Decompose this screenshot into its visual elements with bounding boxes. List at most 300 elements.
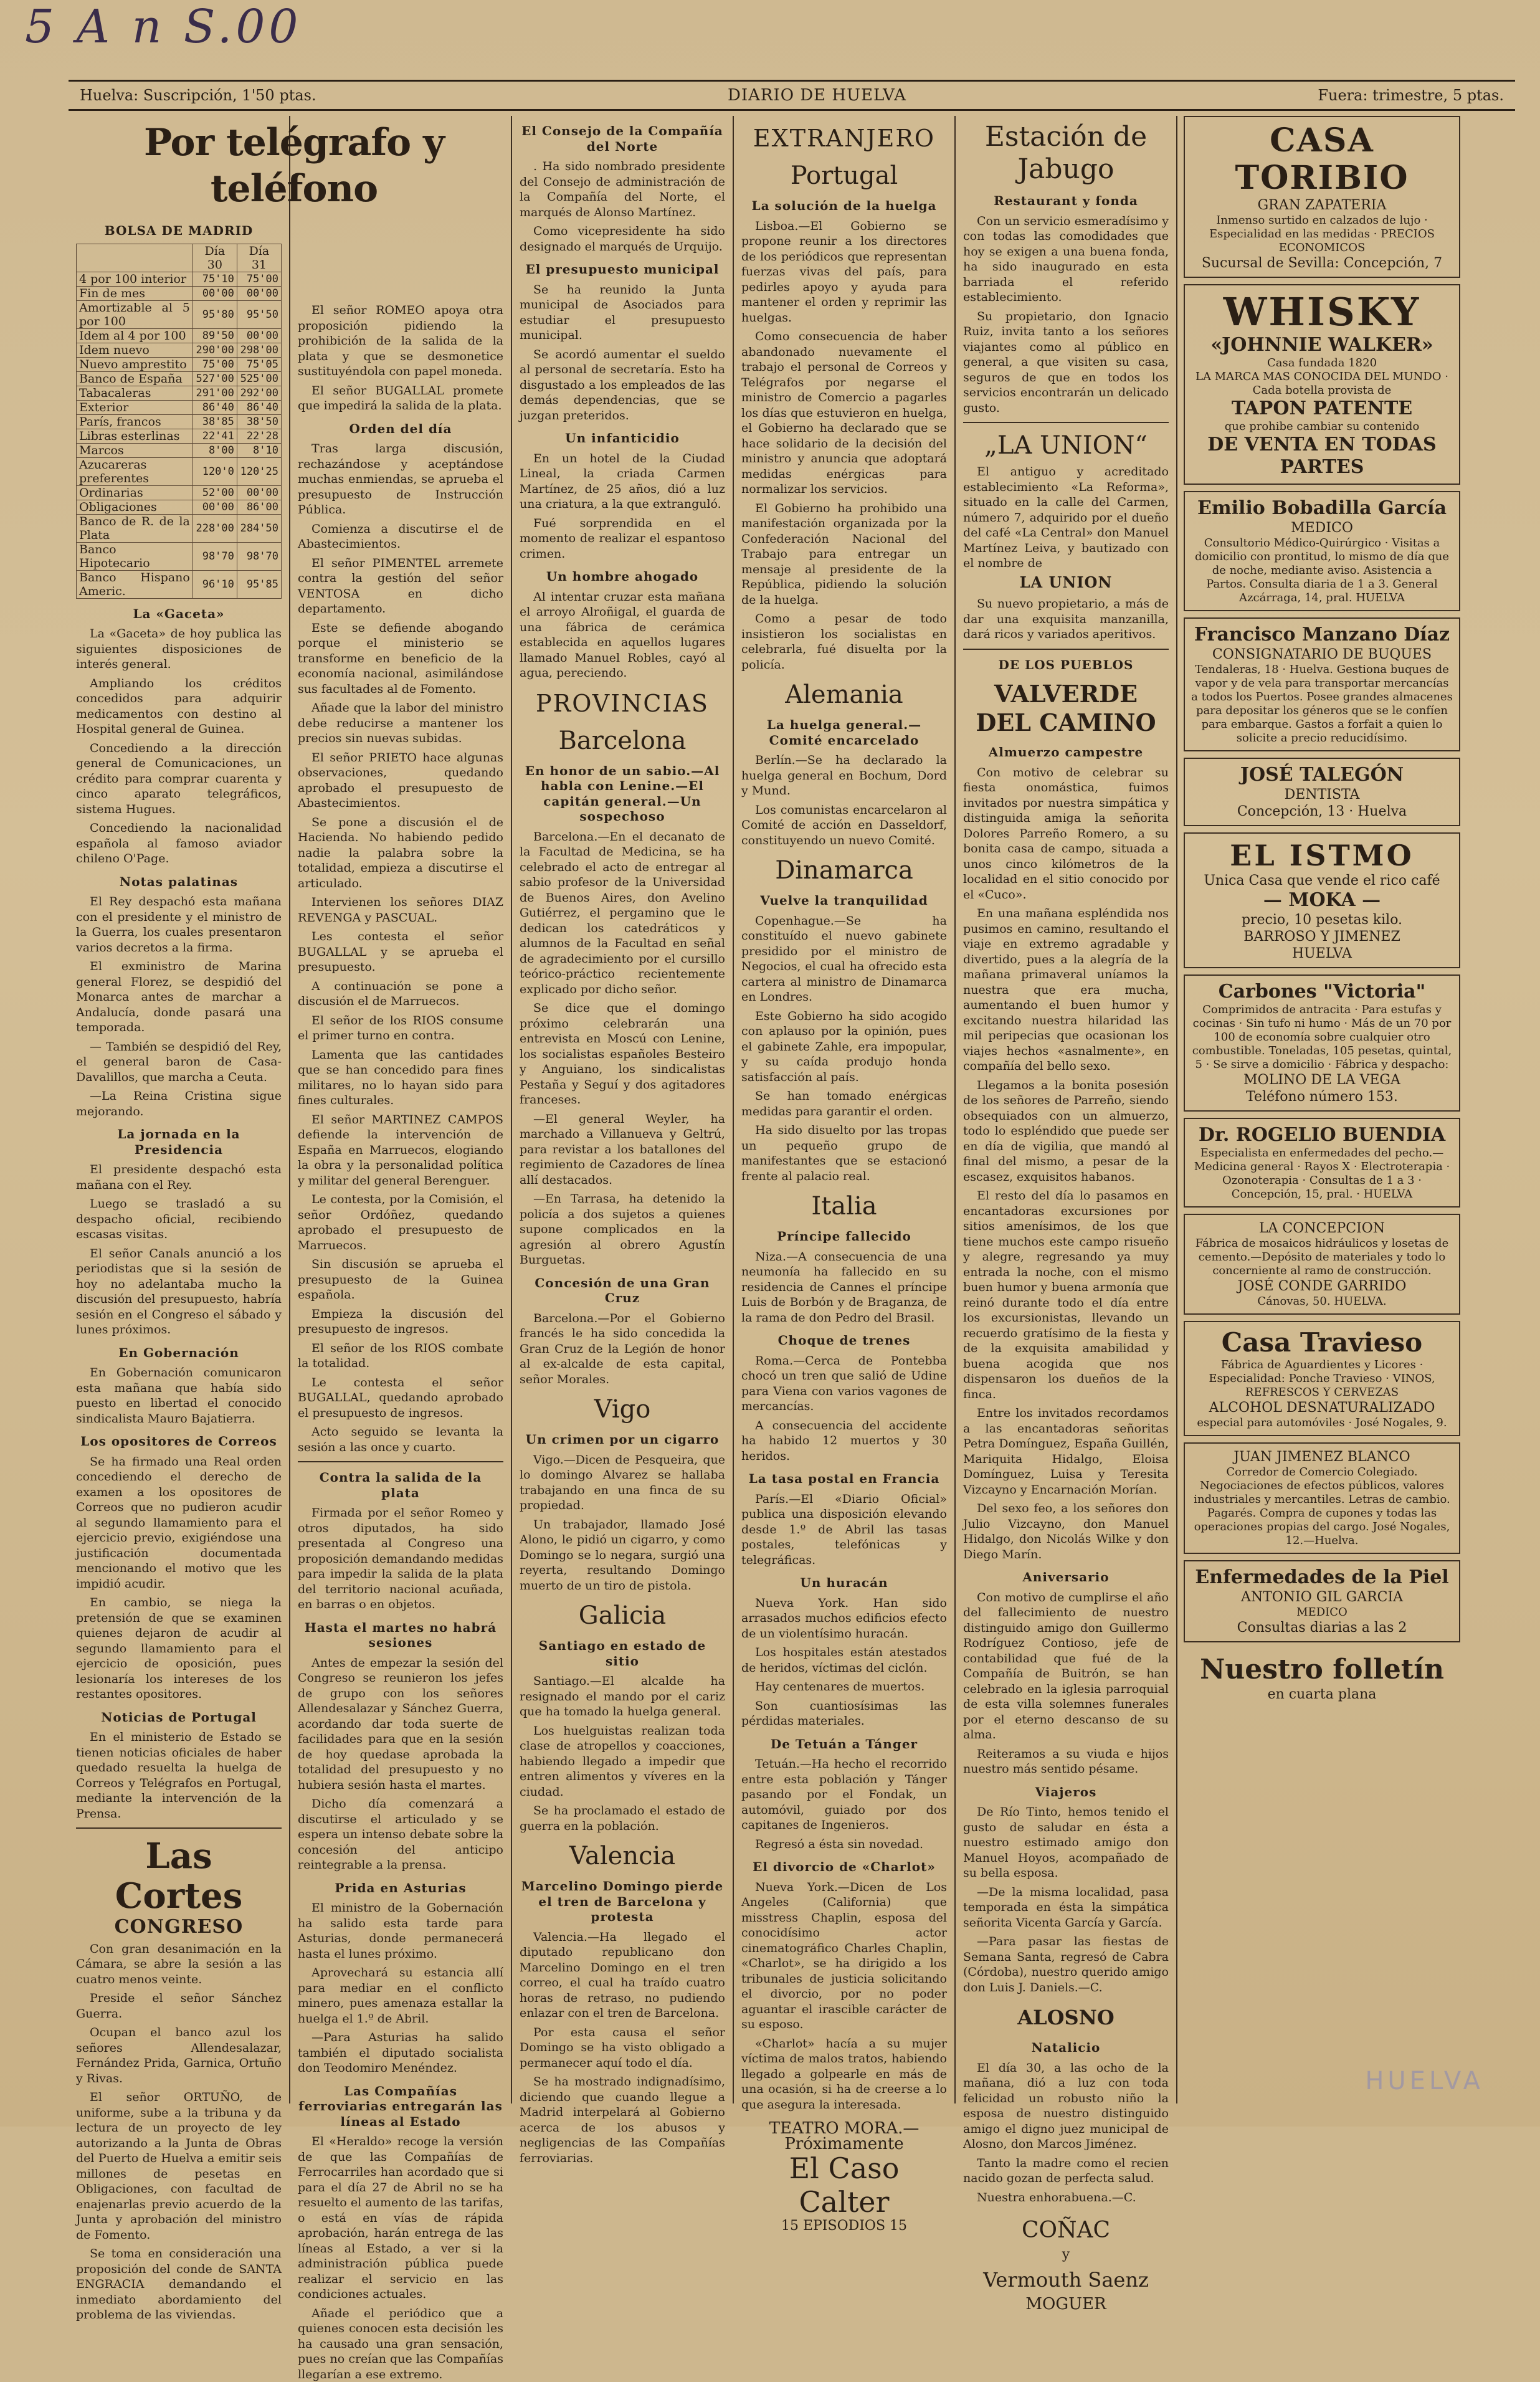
- bolsa-col-day30: Día 30: [192, 244, 237, 272]
- main-headline: Por telégrafo y teléfono: [76, 120, 512, 212]
- travieso-alcohol: ALCOHOL DESNATURALIZADO: [1191, 1399, 1453, 1416]
- gobernacion-text: [76, 1365, 282, 1426]
- paragraph: Copenhague.—Se ha constituído el nuevo gabinete presidido por el ministro de Negocios, el cual ha ofrecido esta cartera al ministro de Dinamarca en Londres.: [741, 913, 947, 1005]
- bolsa-value: 120'25: [237, 457, 281, 485]
- bolsa-value: 00'00: [192, 286, 237, 300]
- paragraph: —El general Weyler, ha marchado a Villanueva y Geltrú, para revistar a los batallones del regimiento de Cazadores de línea allí destacados.: [520, 1112, 725, 1188]
- paragraph: Con motivo de celebrar su fiesta onomástica, fuimos invitados por nuestra simpática y distinguida amiga la señorita Dolores Parreño Romero, a su bonita casa de campo, situada a unos cinco kilómetros de la localidad en el sitio conocido por el «Cuco».: [963, 765, 1169, 903]
- tetuan-heading: De Tetuán a Tánger: [741, 1736, 947, 1752]
- bolsa-label: Azucareras preferentes: [77, 457, 193, 485]
- paragraph: Lamenta que las cantidades que se han concedido para fines militares, no lo hayan sido para fines culturales.: [298, 1047, 503, 1108]
- correos-heading: Los opositores de Correos: [76, 1434, 282, 1449]
- domingo-heading: Marcelino Domingo pierde el tren de Barcelona y protesta: [520, 1879, 725, 1925]
- column-5: [956, 116, 1177, 2103]
- paragraph: Preside el señor Sánchez Guerra.: [76, 1991, 282, 2021]
- paragraph: Aprovechará su estancia allí para mediar en el conflicto minero, pues amenaza estallar la huelga el 1.º de Abril.: [298, 1965, 503, 2026]
- istmo-text: Unica Casa que vende el rico café: [1191, 872, 1453, 889]
- paragraph: El señor Canals anunció a los periodistas que si la sesión de hoy no adelantaba mucho la discusión del presupuesto, habría sesión en el Congreso el sábado y lunes próximos.: [76, 1246, 282, 1338]
- paragraph: Se dice que el domingo próximo celebrarán una entrevista en Moscú con Lenine, los socialistas españoles Besteiro y Anguiano, los sindicalistas Pestaña y Seguí y dos agitadores franceses.: [520, 1001, 725, 1108]
- provincias-heading: PROVINCIAS: [520, 688, 725, 718]
- ad-concepcion: [1184, 1214, 1460, 1315]
- paragraph: Barcelona.—En el decanato de la Facultad de Medicina, se ha celebrado el acto de entregar al sabio profesor de la Universidad de Buenos Aires, don Avelino Gutiérrez, el pergamino que le dedican los catedráticos y alumnos de la Facultad en señal de agradecimiento por el cursillo teórico-práctico recientemente explicado por dicho señor.: [520, 829, 725, 998]
- paragraph: Llegamos a la bonita posesión de los señores de Parreño, siendo obsequiados con un almuerzo, todo lo espléndido que puede ser en día de vigilia, que mandó al final del mismo, a pesar de la escasez, exquisitos habanos.: [963, 1078, 1169, 1185]
- bolsa-col-label: [77, 244, 193, 272]
- piel-title: Enfermedades de la Piel: [1191, 1566, 1453, 1589]
- divider: [963, 649, 1169, 650]
- paragraph: Le contesta, por la Comisión, el señor Ordóñez, quedando aprobado el presupuesto de Marruecos.: [298, 1192, 503, 1253]
- union-name: LA UNION: [963, 575, 1169, 591]
- almuerzo-heading: Almuerzo campestre: [963, 745, 1169, 760]
- bolsa-value: 75'00: [237, 272, 281, 286]
- gaceta-heading: La «Gaceta»: [76, 606, 282, 622]
- paragraph: Sin discusión se aprueba el presupuesto de la Guinea española.: [298, 1257, 503, 1303]
- bolsa-value: 298'00: [237, 343, 281, 357]
- cigarro-heading: Un crimen por un cigarro: [520, 1432, 725, 1447]
- ferro-heading: Las Compañías ferroviarias entregarán las líneas al Estado: [298, 2084, 503, 2130]
- paragraph: Vigo.—Dicen de Pesqueira, que lo domingo Alvarez se hallaba trabajando en una finca de su propiedad.: [520, 1452, 725, 1513]
- bolsa-value: 22'41: [192, 429, 237, 443]
- paragraph: Nuestra enhorabuena.—C.: [963, 2190, 1169, 2206]
- istmo-city: HUELVA: [1191, 945, 1453, 962]
- trenes-text: [741, 1353, 947, 1464]
- paragraph: Su propietario, don Ignacio Ruiz, invita tanto a los señores viajantes como al público en general, a que visiten su casa, seguros de que en todos los servicios encontrarán un delicado gusto.: [963, 309, 1169, 416]
- whisky-title: WHISKY: [1191, 290, 1453, 334]
- bolsa-value: 120'0: [192, 457, 237, 485]
- divider: [298, 1461, 503, 1462]
- paragraph: Niza.—A consecuencia de una neumonía ha fallecido en su residencia de Cannes el príncipe Luis de Borbón y de Braganza, de la rama de don Pedro del Brasil.: [741, 1249, 947, 1326]
- paragraph: Regresó a ésta sin novedad.: [741, 1837, 947, 1852]
- paragraph: Tetuán.—Ha hecho el recorrido entre esta población y Tánger pasando por el Fondak, un automóvil, guiado por dos capitanes de Ingenieros.: [741, 1756, 947, 1833]
- paragraph: Añade que la labor del ministro debe reducirse a mantener los precios sin nuevas subidas.: [298, 700, 503, 746]
- bolsa-row: [77, 357, 282, 371]
- paragraph: Del sexo feo, a los señores don Julio Vizcayno, don Manuel Hidalgo, don Nicolás Wilke y don Diego Marín.: [963, 1501, 1169, 1562]
- paragraph: El Gobierno ha prohibido una manifestación organizada por la Confederación Nacional del Trabajo para entregar un mensaje al presidente de la República, pidiendo la solución de la huelga.: [741, 501, 947, 608]
- presupuesto-heading: El presupuesto municipal: [520, 262, 725, 277]
- ad-talegon: [1184, 758, 1460, 826]
- trenes-heading: Choque de trenes: [741, 1333, 947, 1348]
- column-ads: [1177, 116, 1466, 2103]
- paragraph: Barcelona.—Por el Gobierno francés le ha sido concedida la Gran Cruz de la Legión de honor al ex-alcalde de esta capital, señor Morales.: [520, 1311, 725, 1388]
- sitio-text: [520, 1674, 725, 1834]
- martes-text: [298, 1655, 503, 1873]
- whisky-tapon: TAPON PATENTE: [1191, 398, 1453, 420]
- column-3: [512, 116, 734, 2103]
- conac-and: y: [963, 2247, 1169, 2263]
- galicia-heading: Galicia: [520, 1601, 725, 1631]
- bolsa-value: 291'00: [192, 386, 237, 400]
- divider: [963, 422, 1169, 423]
- bolsa-row: [77, 514, 282, 542]
- paragraph: El «Heraldo» recoge la versión de que las Compañías de Ferrocarriles han acordado que si para el día 27 de Abril no se ha resuelto el aumento de las tarifas, o está en vías de rápida aprobación, harán entrega de las líneas al Estado, a ver si la administración pública puede realizar el servicio en las condiciones actuales.: [298, 2134, 503, 2302]
- alemania-text: [741, 753, 947, 848]
- dinamarca-text: [741, 913, 947, 1184]
- portugal-heading: Portugal: [741, 161, 947, 191]
- bolsa-row: [77, 400, 282, 414]
- bolsa-label: Tabacaleras: [77, 386, 193, 400]
- travieso-title: Casa Travieso: [1191, 1327, 1453, 1358]
- pueblos-heading: DE LOS PUEBLOS: [963, 657, 1169, 673]
- ahogado-text: [520, 589, 725, 681]
- cortes-headline: Las Cortes: [76, 1836, 282, 1916]
- talegon-address: Concepción, 13 · Huelva: [1191, 803, 1453, 820]
- manzano-subtitle: CONSIGNATARIO DE BUQUES: [1191, 646, 1453, 663]
- paragraph: — También se despidió del Rey, el general baron de Casa-Davalillos, que marcha a Ceuta.: [76, 1039, 282, 1085]
- paragraph: A consecuencia del accidente ha habido 12 muertos y 30 heridos.: [741, 1418, 947, 1464]
- paragraph: Tras larga discusión, rechazándose y aceptándose muchas enmiendas, se aprueba el presupuesto de Instrucción Pública.: [298, 441, 503, 518]
- paragraph: Antes de empezar la sesión del Congreso se reunieron los jefes de grupo con los señores Allendesalazar y Sánchez Guerra, acordando dar toda suerte de facilidades para que en la sesión de hoy quedase aprobada la totalidad del presupuesto y no hubiera sesión hasta el martes.: [298, 1655, 503, 1793]
- italia-heading: Italia: [741, 1191, 947, 1221]
- portugal-news-heading: Noticias de Portugal: [76, 1710, 282, 1725]
- paragraph: Dicho día comenzará a discutirse el articulado y se espera un intenso debate sobre la concesión del anticipo reintegrable a la prensa.: [298, 1796, 503, 1873]
- paragraph: El Rey despachó esta mañana con el presidente y el ministro de la Guerra, los cuales presentaron varios decretos a la firma.: [76, 894, 282, 955]
- paragraph: Empieza la discusión del presupuesto de ingresos.: [298, 1307, 503, 1337]
- bolsa-value: 292'00: [237, 386, 281, 400]
- consejo-text: [520, 159, 725, 254]
- paragraph: Por esta causa el señor Domingo se ha visto obligado a permanecer aquí todo el día.: [520, 2025, 725, 2071]
- paragraph: Le contesta el señor BUGALLAL, quedando aprobado el presupuesto de ingresos.: [298, 1375, 503, 1421]
- paragraph: Con motivo de cumplirse el año del fallecimiento de nuestro distinguido amigo don Guillermo Rodríguez Contioso, jefe de contabilidad que fué de la Compañía de Buitrón, se han celebrado en la iglesia parroquial de esta villa solemnes funerales por el eterno descanso de su alma.: [963, 1590, 1169, 1743]
- charlot-heading: El divorcio de «Charlot»: [741, 1859, 947, 1875]
- carbones-phone: Teléfono número 153.: [1191, 1089, 1453, 1105]
- alosno-heading: ALOSNO: [963, 2003, 1169, 2032]
- toribio-text: Inmenso surtido en calzados de lujo · Especialidad en las medidas · PRECIOS ECONOMICOS: [1191, 214, 1453, 255]
- paragraph: Entre los invitados recordamos a las encantadoras señoritas Petra Domínguez, España Guillén, Mariquita Hidalgo, Eloisa Domínguez, Luisa y Teresita Vizcayno y Encarnación Morían.: [963, 1406, 1169, 1497]
- whisky-text: LA MARCA MAS CONOCIDA DEL MUNDO · Cada botella provista de: [1191, 370, 1453, 398]
- bolsa-value: 96'10: [192, 570, 237, 598]
- teatro-episodes: 15 EPISODIOS 15: [741, 2219, 947, 2234]
- dinamarca-subheading: Vuelve la tranquilidad: [741, 893, 947, 908]
- bolsa-value: 38'50: [237, 414, 281, 429]
- consejo-heading: El Consejo de la Compañía del Norte: [520, 123, 725, 154]
- paragraph: Intervienen los señores DIAZ REVENGA y PASCUAL.: [298, 895, 503, 925]
- lenine-heading: En honor de un sabio.—Al habla con Lenine.—El capitán general.—Un sospechoso: [520, 763, 725, 824]
- travieso-text: Fábrica de Aguardientes y Licores · Especialidad: Ponche Travieso · VINOS, REFRESCOS Y CERVEZAS: [1191, 1358, 1453, 1399]
- paragraph: —Para pasar las fiestas de Semana Santa, regresó de Cabra (Córdoba), nuestro querido amigo don Luis J. Daniels.—C.: [963, 1934, 1169, 1995]
- paragraph: A continuación se pone a discusión el de Marruecos.: [298, 979, 503, 1009]
- bolsa-value: 38'85: [192, 414, 237, 429]
- toribio-title: CASA TORIBIO: [1191, 122, 1453, 197]
- valencia-heading: Valencia: [520, 1841, 725, 1871]
- bolsa-label: Exterior: [77, 400, 193, 414]
- paragraph: Se acordó aumentar el sueldo al personal de secretaría. Esto ha disgustado a los empleados de las demás dependencias, que se juzgan preteridos.: [520, 347, 725, 424]
- newspaper-name: DIARIO DE HUELVA: [728, 86, 906, 105]
- tasa-heading: La tasa postal en Francia: [741, 1471, 947, 1487]
- bolsa-row: [77, 500, 282, 514]
- palatinas-heading: Notas palatinas: [76, 874, 282, 890]
- whisky-founded: Casa fundada 1820: [1191, 356, 1453, 370]
- carbones-title: Carbones "Victoria": [1191, 981, 1453, 1003]
- conac-vermouth: Vermouth Saenz: [963, 2263, 1169, 2297]
- paragraph: Roma.—Cerca de Pontebba chocó un tren que salió de Udine para Viena con varios vagones de mercancías.: [741, 1353, 947, 1414]
- barcelona-heading: Barcelona: [520, 726, 725, 756]
- bolsa-value: 86'00: [237, 500, 281, 514]
- prida-text: [298, 1900, 503, 2076]
- bolsa-row: [77, 300, 282, 328]
- ad-folletin: [1184, 1649, 1460, 1708]
- bolsa-label: 4 por 100 interior: [77, 272, 193, 286]
- paragraph: Los hospitales están atestados de heridos, víctimas del ciclón.: [741, 1645, 947, 1675]
- paragraph: Se ha firmado una Real orden concediendo el derecho de examen a los opositores de Correos que no pudieron acudir al segundo llamamiento para el ejercicio previo, exigiéndose una justificación documentada mencionando el motivo que les impidió acudir.: [76, 1454, 282, 1592]
- union-heading: „LA UNION“: [963, 431, 1169, 460]
- paragraph: Con un servicio esmeradísimo y con todas las comodidades que hoy se exigen a una buena fonda, ha sido inaugurado en esta barriada el referido establecimiento.: [963, 214, 1169, 305]
- ad-jimenez: [1184, 1442, 1460, 1554]
- bolsa-label: Nuevo amprestito: [77, 357, 193, 371]
- paragraph: Añade el periódico que a quienes conocen esta decisión les ha causado una gran sensación, pues no creían que las Compañías llegarían a ese extremo.: [298, 2306, 503, 2382]
- bolsa-label: Banco de España: [77, 371, 193, 386]
- paragraph: De Río Tinto, hemos tenido el gusto de saludar en ésta a nuestro estimado amigo don Manuel Hoyos, acompañado de su bella esposa.: [963, 1804, 1169, 1881]
- bolsa-label: París, francos: [77, 414, 193, 429]
- ad-travieso: [1184, 1321, 1460, 1436]
- alemania-heading: Alemania: [741, 680, 947, 710]
- teatro-ad: [741, 2121, 947, 2234]
- paragraph: El señor de los RIOS consume el primer turno en contra.: [298, 1013, 503, 1044]
- istmo-title: EL ISTMO: [1191, 839, 1453, 872]
- paragraph: Los comunistas encarcelaron al Comité de acción en Dasseldorf, constituyendo un nuevo Comité.: [741, 803, 947, 849]
- bolsa-row: [77, 286, 282, 300]
- paragraph: Concediendo la nacionalidad española al famoso aviador chileno O'Page.: [76, 821, 282, 867]
- bolsa-row: [77, 443, 282, 457]
- viajeros-text: [963, 1804, 1169, 1995]
- tasa-text: [741, 1492, 947, 1568]
- bolsa-row: [77, 457, 282, 485]
- paragraph: El señor de los RIOS combate la totalidad.: [298, 1341, 503, 1371]
- paragraph: Ocupan el banco azul los señores Allendesalazar, Fernández Prida, Garnica, Ortuño y Rivas.: [76, 2025, 282, 2086]
- buendia-text: Especialista en enfermedades del pecho.—Medicina general · Rayos X · Electroterapia · Ozonoterapia · Consultas de 1 a 3 · Concepción, 15, pral. · HUELVA: [1191, 1146, 1453, 1201]
- bolsa-value: 00'00: [237, 485, 281, 500]
- whisky-brand: «JOHNNIE WALKER»: [1191, 334, 1453, 356]
- paragraph: Nueva York.—Dicen de Los Angeles (California) que misstress Chaplin, esposa del conocidísimo actor cinematográfico Charles Chaplin, «Charlot», se ha dirigido a los tribunales de justicia solicitando el divorcio, por no poder aguantar el irascible carácter de su esposo.: [741, 1880, 947, 2032]
- paragraph: Este se defiende abogando porque el ministerio se transforme en beneficio de la economía nacional, asimilándose sus facultades al de Fomento.: [298, 621, 503, 697]
- paragraph: Acto seguido se levanta la sesión a las once y cuarto.: [298, 1424, 503, 1455]
- estacion-heading: Estación de Jabugo: [963, 121, 1169, 186]
- paragraph: En una mañana espléndida nos pusimos en camino, resultando el viaje en extremo agradable y divertido, pues a la alegría de la mañana primaveral uníamos la nuestra que era mucha, aumentando el buen humor y excitando nuestra hilaridad las mil peripecias que ocasionan los viajes hechos «asnalmente», en compañía del bello sexo.: [963, 906, 1169, 1074]
- bolsa-heading: BOLSA DE MADRID: [76, 223, 282, 239]
- bolsa-value: 95'80: [192, 300, 237, 328]
- cortes-text: [76, 1941, 282, 2323]
- piel-subtitle: MEDICO: [1191, 1606, 1453, 1619]
- paragraph: En un hotel de la Ciudad Lineal, la criada Carmen Martínez, de 25 años, dió a luz una criatura, a la que extranguló.: [520, 451, 725, 512]
- paragraph: Tanto la madre como el recien nacido gozan de perfecta salud.: [963, 2156, 1169, 2186]
- tetuan-text: [741, 1756, 947, 1852]
- paragraph: . Ha sido nombrado presidente del Consejo de administración de la Compañía del Norte, el marqués de Alonso Martínez.: [520, 159, 725, 220]
- ahogado-heading: Un hombre ahogado: [520, 569, 725, 584]
- divider: [76, 1827, 282, 1829]
- natalicio-text: [963, 2060, 1169, 2206]
- plata-heading: Contra la salida de la plata: [298, 1470, 503, 1500]
- bolsa-value: 00'00: [237, 328, 281, 343]
- bolsa-label: Banco Hispano Americ.: [77, 570, 193, 598]
- bolsa-value: 290'00: [192, 343, 237, 357]
- bolsa-row: [77, 343, 282, 357]
- concepcion-title: LA CONCEPCION: [1191, 1220, 1453, 1237]
- gran-cruz-heading: Concesión de una Gran Cruz: [520, 1275, 725, 1306]
- paragraph: Este Gobierno ha sido acogido con aplauso por la opinión, pues el gabinete Zahle, era impopular, y su caída produjo honda satisfacción al país.: [741, 1009, 947, 1085]
- paragraph: —En Tarrasa, ha detenido la policía a dos sujetos a quienes supone complicados en la agresión al obrero Agustín Burguetas.: [520, 1191, 725, 1268]
- paragraph: —La Reina Cristina sigue mejorando.: [76, 1089, 282, 1119]
- paragraph: El exministro de Marina general Florez, se despidió del Monarca antes de marchar a Andalucía, donde pasará una temporada.: [76, 959, 282, 1036]
- paragraph: Un trabajador, llamado José Alono, le pidió un cigarro, y como Domingo se lo negara, surgió una reyerta, resultando Domingo muerto de un tiro de pistola.: [520, 1517, 725, 1594]
- archive-watermark: HUELVA: [1365, 2067, 1484, 2095]
- columns: [69, 116, 1515, 2103]
- paragraph: En cambio, se niega la pretensión de que se examinen quienes dejaron de acudir al segundo llamamiento para el ejercicio de oposición, pues lesionaría los intereses de los restantes opositores.: [76, 1595, 282, 1702]
- bolsa-row: [77, 386, 282, 400]
- bolsa-label: Marcos: [77, 443, 193, 457]
- subscription-outside: Fuera: trimestre, 5 ptas.: [1318, 87, 1504, 104]
- bolsa-value: 75'00: [192, 357, 237, 371]
- conac-ad: [963, 2214, 1169, 2312]
- ad-istmo: [1184, 832, 1460, 968]
- bolsa-value: 284'50: [237, 514, 281, 542]
- paragraph: Les contesta el señor BUGALLAL y se aprueba el presupuesto.: [298, 929, 503, 975]
- paragraph: Comienza a discutirse el de Abastecimientos.: [298, 522, 503, 552]
- paragraph: El señor PRIETO hace algunas observaciones, quedando aprobado el presupuesto de Abastecimientos.: [298, 750, 503, 811]
- bolsa-value: 98'70: [237, 542, 281, 570]
- paragraph: El señor MARTINEZ CAMPOS defiende la intervención de España en Marruecos, elogiando la obra y la personalidad política y militar del general Berenguer.: [298, 1112, 503, 1189]
- bolsa-value: 8'00: [192, 443, 237, 457]
- ad-buendia: [1184, 1118, 1460, 1208]
- ad-carbones: [1184, 974, 1460, 1112]
- whisky-venta: DE VENTA EN TODAS PARTES: [1191, 434, 1453, 479]
- paragraph: Hay centenares de muertos.: [741, 1679, 947, 1695]
- travieso-address: especial para automóviles · José Nogales, 9.: [1191, 1416, 1453, 1430]
- bolsa-label: Idem al 4 por 100: [77, 328, 193, 343]
- bolsa-row: [77, 429, 282, 443]
- conac-moguer: MOGUER: [963, 2297, 1169, 2312]
- bolsa-row: [77, 485, 282, 500]
- bolsa-label: Fin de mes: [77, 286, 193, 300]
- paragraph: Se ha reunido la Junta municipal de Asociados para estudiar el presupuesto municipal.: [520, 282, 725, 343]
- paragraph: En Gobernación comunicaron esta mañana que había sido puesto en libertad el conocido sindicalista Mauro Bajatierra.: [76, 1365, 282, 1426]
- column-1: [69, 116, 290, 2103]
- manzano-text: Tendaleras, 18 · Huelva. Gestiona buques de vapor y de vela para transportar mercancías a todos los Puertos. Posee grandes almacenes para depositar los géneros que se le confíen para embarque. Gastos a forfait a quien lo solicite a precio reducidísimo.: [1191, 663, 1453, 745]
- bolsa-row: [77, 371, 282, 386]
- ad-whisky: [1184, 284, 1460, 485]
- paragraph: Los huelguistas realizan toda clase de atropellos y coacciones, habiendo llegado a impedir que entren alimentos y víveres en la ciudad.: [520, 1723, 725, 1800]
- congreso-heading: CONGRESO: [76, 1920, 282, 1935]
- jimenez-title: JUAN JIMENEZ BLANCO: [1191, 1449, 1453, 1465]
- orden-text: [298, 441, 503, 1455]
- union-text-2: Su nuevo propietario, a más de dar una exquisita manzanilla, dará ricos y variados aperitivos.: [963, 596, 1169, 642]
- viajeros-heading: Viajeros: [963, 1784, 1169, 1800]
- concepcion-owner: JOSÉ CONDE GARRIDO: [1191, 1278, 1453, 1295]
- teatro-line: TEATRO MORA.—Próximamente: [741, 2121, 947, 2151]
- bolsa-label: Banco de R. de la Plata: [77, 514, 193, 542]
- manzano-title: Francisco Manzano Díaz: [1191, 624, 1453, 646]
- bobadilla-text: Consultorio Médico-Quirúrgico · Visitas a domicilio con prontitud, lo mismo de día que de noche, mediante aviso. Asistencia a Partos. Consulta diaria de 1 a 3. General Azcárraga, 14, pral. HUELVA: [1191, 536, 1453, 605]
- lenine-text: [520, 829, 725, 1268]
- huelga-text: [741, 219, 947, 673]
- paragraph: Se toma en consideración una proposición del conde de SANTA ENGRACIA demandando el inmediato abordamiento del problema de las viviendas.: [76, 2246, 282, 2323]
- ad-manzano: [1184, 617, 1460, 751]
- bolsa-value: 95'85: [237, 570, 281, 598]
- bolsa-row: [77, 570, 282, 598]
- bolsa-value: 95'50: [237, 300, 281, 328]
- bolsa-value: 75'10: [192, 272, 237, 286]
- paragraph: El ministro de la Gobernación ha salido esta tarde para Asturias, donde permanecerá hasta el lunes próximo.: [298, 1900, 503, 1961]
- istmo-price: precio, 10 pesetas kilo.: [1191, 912, 1453, 928]
- alemania-subheading: La huelga general.—Comité encarcelado: [741, 717, 947, 748]
- paragraph: Se ha mostrado indignadísimo, diciendo que cuando llegue a Madrid interpelará al Gobierno acerca de los abusos y negligencias de las Compañías ferroviarias.: [520, 2074, 725, 2166]
- bolsa-value: 89'50: [192, 328, 237, 343]
- paragraph: Concediendo a la dirección general de Comunicaciones, un crédito para comprar cuarenta y cinco aparato telegráficos, sistema Hugues.: [76, 741, 282, 817]
- bolsa-value: 98'70: [192, 542, 237, 570]
- charlot-text: [741, 1880, 947, 2113]
- dinamarca-heading: Dinamarca: [741, 855, 947, 885]
- piel-hours: Consultas diarias a las 2: [1191, 1619, 1453, 1636]
- cigarro-text: [520, 1452, 725, 1594]
- bolsa-label: Idem nuevo: [77, 343, 193, 357]
- bolsa-value: 527'00: [192, 371, 237, 386]
- paragraph: Nueva York. Han sido arrasados muchos edificios efecto de un violentísimo huracán.: [741, 1596, 947, 1642]
- toribio-sucursal: Sucursal de Sevilla: Concepción, 7: [1191, 255, 1453, 272]
- paragraph: El señor ROMEO apoya otra proposición pidiendo la prohibición de la salida de la plata y que se desmonetice sustituyéndola con papel moneda.: [298, 303, 503, 379]
- paragraph: —De la misma localidad, pasa temporada en ésta la simpática señorita Vicenta García y García.: [963, 1885, 1169, 1931]
- paragraph: El presidente despachó esta mañana con el Rey.: [76, 1162, 282, 1193]
- paragraph: Reiteramos a su viuda e hijos nuestro más sentido pésame.: [963, 1746, 1169, 1777]
- restaurant-heading: Restaurant y fonda: [963, 193, 1169, 209]
- paragraph: Se ha proclamado el estado de guerra en la población.: [520, 1803, 725, 1834]
- paragraph: Son cuantiosísimas las pérdidas materiales.: [741, 1698, 947, 1729]
- column-2: [290, 116, 512, 2103]
- paragraph: Firmada por el señor Romeo y otros diputados, ha sido presentada al Congreso una proposición demandando medidas para impedir la salida de la plata del territorio nacional acuñada, en barras o en objetos.: [298, 1505, 503, 1613]
- ad-bobadilla: [1184, 491, 1460, 611]
- paragraph: «Charlot» hacía a su mujer víctima de malos tratos, habiendo llegado a golpearle en más de una ocasión, si ha de creerse a lo que asegura la interesada.: [741, 2036, 947, 2113]
- romeo-text: [298, 303, 503, 414]
- ferro-text: [298, 2134, 503, 2382]
- sitio-heading: Santiago en estado de sitio: [520, 1638, 725, 1669]
- bolsa-label: Obligaciones: [77, 500, 193, 514]
- bolsa-label: Amortizable al 5 por 100: [77, 300, 193, 328]
- bolsa-col-day31: Día 31: [237, 244, 281, 272]
- bolsa-row: [77, 328, 282, 343]
- ad-casa-toribio: [1184, 116, 1460, 278]
- martes-heading: Hasta el martes no habrá sesiones: [298, 1620, 503, 1651]
- paragraph: Luego se trasladó a su despacho oficial, recibiendo escasas visitas.: [76, 1196, 282, 1242]
- bolsa-row: [77, 414, 282, 429]
- vigo-heading: Vigo: [520, 1394, 725, 1424]
- bolsa-value: 00'00: [237, 286, 281, 300]
- paragraph: El señor ORTUÑO, de uniforme, sube a la tribuna y da lectura de un proyecto de ley autorizando a la Junta de Obras del Puerto de Huelva a emitir seis millones de pesetas en Obligaciones, con facultad de enajenarlas previo acuerdo de la Junta y aprobación del ministro de Fomento.: [76, 2090, 282, 2242]
- paragraph: En el ministerio de Estado se tienen noticias oficiales de haber quedado resuelta la huelga de Correos y Telégrafos en Portugal, mediante la intervención de la Prensa.: [76, 1730, 282, 1821]
- paragraph: Se han tomado enérgicas medidas para garantir el orden.: [741, 1089, 947, 1119]
- portugal-news-text: [76, 1730, 282, 1821]
- subscription-local: Huelva: Suscripción, 1'50 ptas.: [80, 87, 316, 104]
- bobadilla-subtitle: MEDICO: [1191, 520, 1453, 536]
- presupuesto-text: [520, 282, 725, 424]
- huelga-heading: La solución de la huelga: [741, 198, 947, 214]
- union-text: [963, 464, 1169, 571]
- gaceta-text: [76, 626, 282, 867]
- bolsa-value: 86'40: [192, 400, 237, 414]
- paragraph: El señor BUGALLAL promete que impedirá la salida de la plata.: [298, 383, 503, 414]
- paragraph: Ampliando los créditos concedidos para adquirir medicamentos con destino al Hospital general de Guinea.: [76, 676, 282, 737]
- paragraph: Como consecuencia de haber abandonado nuevamente el trabajo el personal de Correos y Telégrafos por negarse el ministro de Comercio a pagarles los días que estuvieron en huelga, el Gobierno ha declarado que se hace solidario de la decisión del ministro y anuncia que adoptará medidas enérgicas para normalizar los servicios.: [741, 329, 947, 497]
- whisky-text-2: que prohibe cambiar su contenido: [1191, 420, 1453, 434]
- palatinas-text: [76, 894, 282, 1119]
- paragraph: Como a pesar de todo insistieron los socialistas en celebrarla, fué disuelta por la policía.: [741, 611, 947, 672]
- infanticidio-heading: Un infanticidio: [520, 431, 725, 446]
- paragraph: La «Gaceta» de hoy publica las siguientes disposiciones de interés general.: [76, 626, 282, 672]
- bolsa-value: 75'05: [237, 357, 281, 371]
- estacion-text: [963, 214, 1169, 416]
- paragraph: Con gran desanimación en la Cámara, se abre la sesión a las cuatro menos veinte.: [76, 1941, 282, 1988]
- bolsa-table: [76, 244, 282, 599]
- bolsa-row: [77, 542, 282, 570]
- bolsa-value: 22'28: [237, 429, 281, 443]
- paragraph: París.—El «Diario Oficial» publica una disposición elevando desde 1.º de Abril las tasas postales, telefónicas y telegráficas.: [741, 1492, 947, 1568]
- toribio-subtitle: GRAN ZAPATERIA: [1191, 197, 1453, 214]
- istmo-owners: BARROSO Y JIMENEZ: [1191, 928, 1453, 945]
